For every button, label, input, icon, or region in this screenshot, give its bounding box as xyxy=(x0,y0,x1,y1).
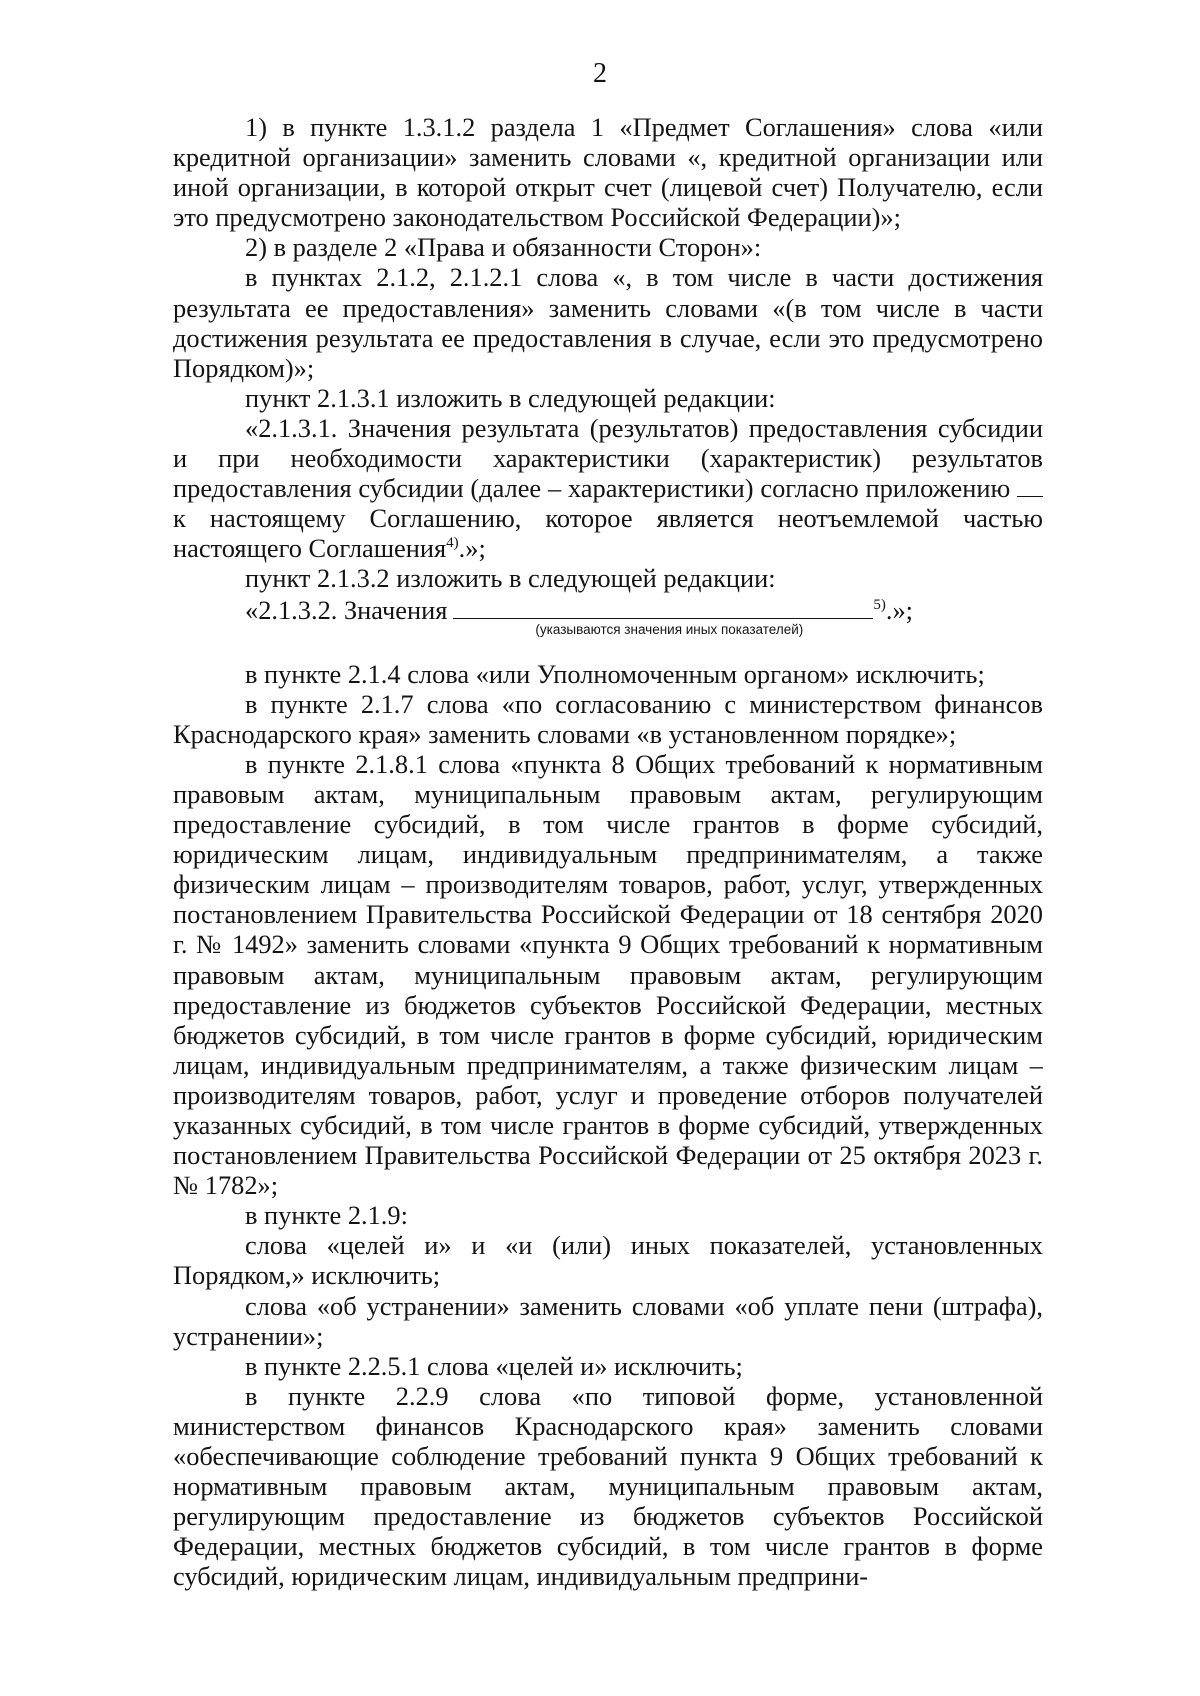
paragraph-7-label: «2.1.3.2. Значения xyxy=(245,594,448,625)
paragraph-3: в пунктах 2.1.2, 2.1.2.1 слова «, в том числе в части достижения результата ее предоставления» заменить словами «(в том числе в части достижения результата ее предоставления в случае, если это предусмотрено Порядком)»; xyxy=(173,262,1043,383)
page-number: 2 xyxy=(593,58,607,89)
paragraph-4: пункт 2.1.3.1 изложить в следующей редакции: xyxy=(245,382,776,413)
footnote-ref-4: 4) xyxy=(446,535,459,552)
paragraph-1: 1) в пункте 1.3.1.2 раздела 1 «Предмет Соглашения» слова «или кредитной организации» заменить словами «, кредитной организации или иной организации, в которой открыт счет (лицевой счет) Получателю, если это предусмотрено законодательством Российской Федерации)»; xyxy=(173,112,1043,233)
paragraph-11: в пункте 2.1.9: xyxy=(245,1200,408,1231)
paragraph-7-end: .»; xyxy=(885,594,913,625)
paragraph-5-part-c: .»; xyxy=(458,533,486,564)
paragraph-9: в пункте 2.1.7 слова «по согласованию с министерством финансов Краснодарского края» заменить словами «в установленном порядке»; xyxy=(173,688,1043,749)
paragraph-10: в пункте 2.1.8.1 слова «пункта 8 Общих требований к нормативным правовым актам, муниципальным правовым актам, регулирующим предоставление субсидий, в том числе грантов в форме субсидий, юридическим лицам, индивидуальным предпринимателям, а также физическим лицам – производителям товаров, работ, услуг, утвержденных постановлением Правительства Российской Федерации от 18 сентября 2020 г. № 1492» заменить словами «пункта 9 Общих требований к нормативным правовым актам, муниципальным правовым актам, регулирующим предоставление из бюджетов субъектов Российской Федерации, местных бюджетов субсидий, в том числе грантов в форме субсидий, юридическим лицам, индивидуальным предпринимателям, а также физическим лицам – производителям товаров, работ, услуг и проведение отборов получателей указанных субсидий, в том числе грантов в форме субсидий, утвержденных постановлением Правительства Российской Федерации от 25 октября 2023 г. № 1782»; xyxy=(173,748,1043,1201)
paragraph-2: 2) в разделе 2 «Права и обязанности Сторон»: xyxy=(245,232,762,263)
paragraph-8: в пункте 2.1.4 слова «или Уполномоченным органом» исключить; xyxy=(245,658,985,689)
paragraph-5 xyxy=(173,413,1043,563)
fill-in-hint: (указываются значения иных показателей) xyxy=(535,621,804,637)
paragraph-6: пункт 2.1.3.2 изложить в следующей редакции: xyxy=(245,563,776,594)
paragraph-14: в пункте 2.2.5.1 слова «целей и» исключить; xyxy=(245,1350,743,1381)
paragraph-12: слова «целей и» и «и (или) иных показателей, установленных Порядком,» исключить; xyxy=(173,1230,1043,1291)
appendix-number-blank xyxy=(1017,478,1043,497)
paragraph-5-part-a: «2.1.3.1. Значения результата (результатов) предоставления субсидии и при необходимости характеристики (характеристик) результатов предоставления субсидии (далее – характеристики) согласно приложению xyxy=(173,412,1043,504)
paragraph-13: слова «об устранении» заменить словами «об уплате пени (штрафа), устранении»; xyxy=(173,1290,1043,1351)
paragraph-15: в пункте 2.2.9 слова «по типовой форме, установленной министерством финансов Краснодарского края» заменить словами «обеспечивающие соблюдение требований пункта 9 Общих требований к нормативным правовым актам, муниципальным правовым актам, регулирующим предоставление из бюджетов субъектов Российской Федерации, местных бюджетов субсидий, в том числе грантов в форме субсидий, юридическим лицам, индивидуальным предприни- xyxy=(173,1380,1043,1592)
paragraph-5-part-b: к настоящему Соглашению, которое является неотъемлемой частью настоящего Соглашения xyxy=(173,503,1043,564)
paragraph-7 xyxy=(173,594,1043,637)
footnote-ref-5: 5) xyxy=(873,596,886,613)
fill-in-line xyxy=(453,594,873,637)
document-body xyxy=(173,112,1043,1592)
